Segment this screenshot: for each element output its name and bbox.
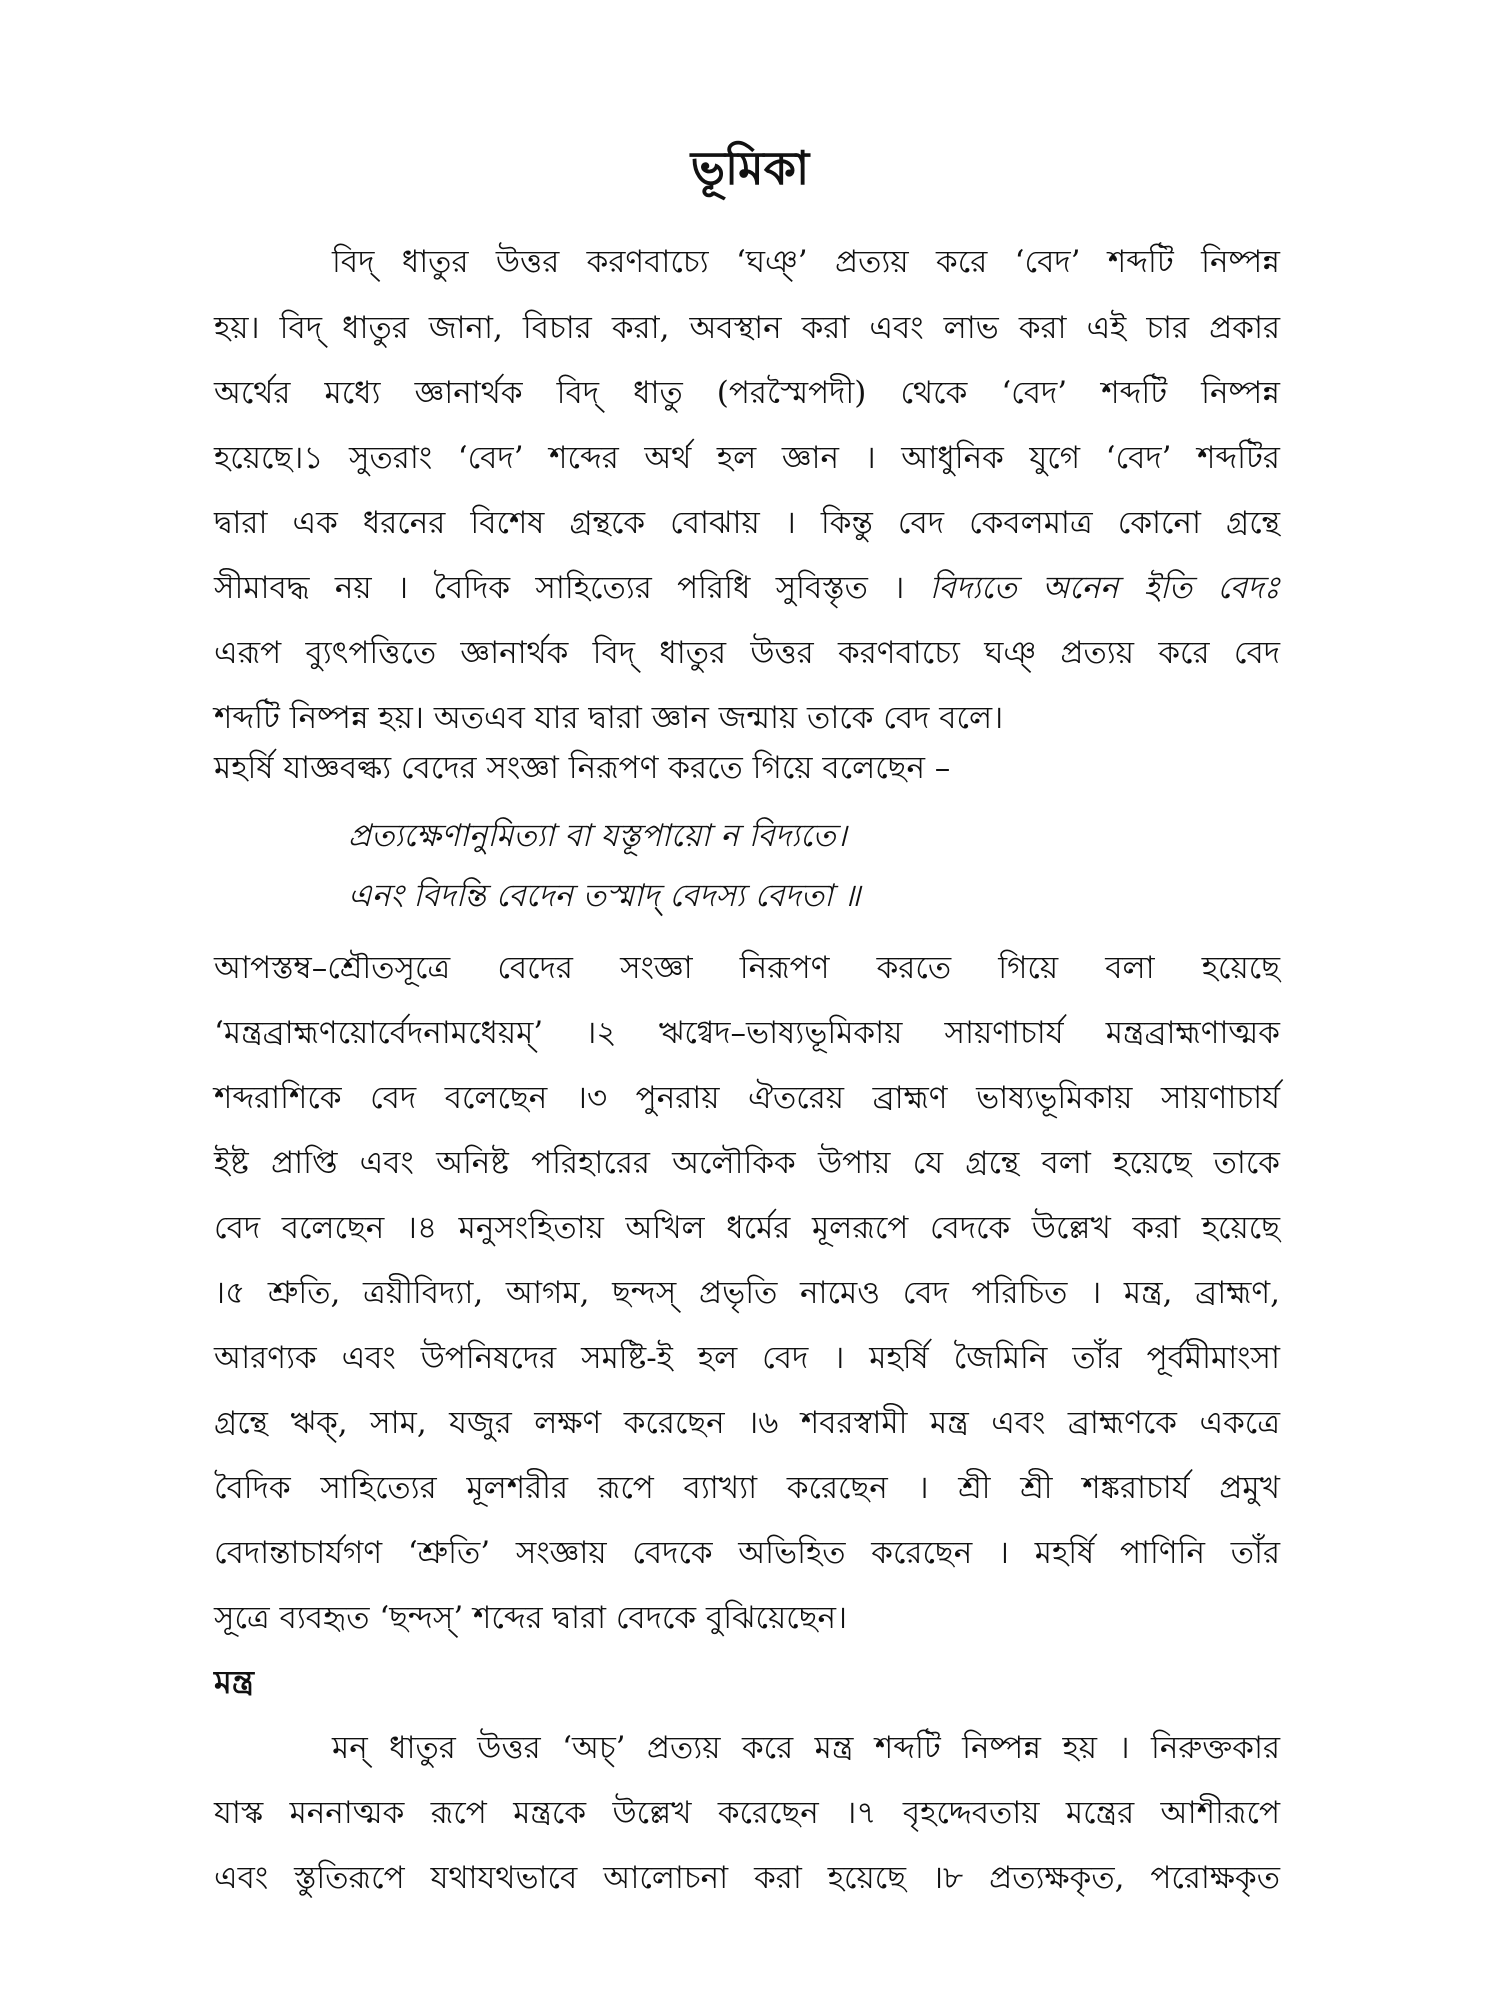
paragraph-line [214, 562, 1280, 614]
paragraph-line: এবং স্তুতিরূপে যথাযথভাবে আলোচনা করা হয়েছে ।৮ প্রত্যক্ষকৃত, পরোক্ষকৃত [214, 1860, 1280, 1896]
paragraph-line: ইষ্ট প্রাপ্তি এবং অনিষ্ট পরিহারের অলৌকিক উপায় যে গ্রন্থে বলা হয়েছে তাকে [214, 1145, 1280, 1181]
section-heading: মন্ত্র [214, 1663, 254, 1701]
paragraph-line: সূত্রে ব্যবহৃত ‘ছন্দস্’ শব্দের দ্বারা বেদকে বুঝিয়েছেন। [214, 1600, 848, 1636]
verse-line: এনং বিদন্তি বেদেন তস্মাদ্ বেদস্য বেদতা ॥ [348, 878, 861, 914]
paragraph-line: এরূপ ব্যুৎপত্তিতে জ্ঞানার্থক বিদ্ ধাতুর উত্তর করণবাচ্যে ঘঞ্ প্রত্যয় করে বেদ [214, 635, 1280, 671]
paragraph-text: সীমাবদ্ধ নয় । বৈদিক সাহিত্যের পরিধি সুবিস্তৃত । [214, 570, 905, 606]
paragraph-line: মন্ ধাতুর উত্তর ‘অচ্’ প্রত্যয় করে মন্ত্র শব্দটি নিষ্পন্ন হয় । নিরুক্তকার [332, 1730, 1280, 1766]
paragraph-line: শব্দটি নিষ্পন্ন হয়। অতএব যার দ্বারা জ্ঞান জন্মায় তাকে বেদ বলে। [214, 700, 1004, 736]
paragraph-line: ‘মন্ত্রব্রাহ্মণয়োর্বেদনামধেয়ম্’ ।২ ঋগ্বেদ–ভাষ্যভূমিকায় সায়ণাচার্য মন্ত্রব্রাহ্মণাত্মক [214, 1015, 1280, 1051]
paragraph-line: বেদান্তাচার্যগণ ‘শ্রুতি’ সংজ্ঞায় বেদকে অভিহিত করেছেন । মহর্ষি পাণিনি তাঁর [214, 1535, 1280, 1571]
paragraph-line: হয়। বিদ্ ধাতুর জানা, বিচার করা, অবস্থান করা এবং লাভ করা এই চার প্রকার [214, 310, 1280, 346]
verse-line: প্রত্যক্ষেণানুমিত্যা বা যস্তূপায়ো ন বিদ্যতে। [348, 818, 847, 854]
paragraph-line: দ্বারা এক ধরনের বিশেষ গ্রন্থকে বোঝায় । কিন্তু বেদ কেবলমাত্র কোনো গ্রন্থে [214, 505, 1280, 541]
paragraph-line: বৈদিক সাহিত্যের মূলশরীর রূপে ব্যাখ্যা করেছেন । শ্রী শ্রী শঙ্করাচার্য প্রমুখ [214, 1470, 1280, 1506]
paragraph-line: আপস্তম্ব–শ্রৌতসূত্রে বেদের সংজ্ঞা নিরূপণ করতে গিয়ে বলা হয়েছে [214, 950, 1280, 986]
paragraph-line: মহর্ষি যাজ্ঞবল্ক্য বেদের সংজ্ঞা নিরূপণ করতে গিয়ে বলেছেন – [214, 750, 951, 786]
paragraph-line: শব্দরাশিকে বেদ বলেছেন ।৩ পুনরায় ঐতরেয় ব্রাহ্মণ ভাষ্যভূমিকায় সায়ণাচার্য [214, 1080, 1280, 1116]
paragraph-line: হয়েছে।১ সুতরাং ‘বেদ’ শব্দের অর্থ হল জ্ঞান । আধুনিক যুগে ‘বেদ’ শব্দটির [214, 440, 1280, 476]
paragraph-line: অর্থের মধ্যে জ্ঞানার্থক বিদ্ ধাতু (পরস্মৈপদী) থেকে ‘বেদ’ শব্দটি নিষ্পন্ন [214, 375, 1280, 411]
paragraph-line: আরণ্যক এবং উপনিষদের সমষ্টি-ই হল বেদ । মহর্ষি জৈমিনি তাঁর পূর্বমীমাংসা [214, 1340, 1280, 1376]
paragraph-line: ।৫ শ্রুতি, ত্রয়ীবিদ্যা, আগম, ছন্দস্ প্রভৃতি নামেও বেদ পরিচিত । মন্ত্র, ব্রাহ্মণ, [214, 1275, 1280, 1311]
paragraph-line: বিদ্ ধাতুর উত্তর করণবাচ্যে ‘ঘঞ্’ প্রত্যয় করে ‘বেদ’ শব্দটি নিষ্পন্ন [332, 244, 1280, 280]
page-title: ভূমিকা [690, 141, 810, 195]
sanskrit-definition: বিদ্যতে অনেন ইতি বেদঃ [929, 570, 1281, 606]
paragraph-line: বেদ বলেছেন ।৪ মনুসংহিতায় অখিল ধর্মের মূলরূপে বেদকে উল্লেখ করা হয়েছে [214, 1210, 1280, 1246]
paragraph-line: যাস্ক মননাত্মক রূপে মন্ত্রকে উল্লেখ করেছেন ।৭ বৃহদ্দেবতায় মন্ত্রের আশীরূপে [214, 1795, 1280, 1831]
paragraph-line: গ্রন্থে ঋক্, সাম, যজুর লক্ষণ করেছেন ।৬ শবরস্বামী মন্ত্র এবং ব্রাহ্মণকে একত্রে [214, 1405, 1280, 1441]
